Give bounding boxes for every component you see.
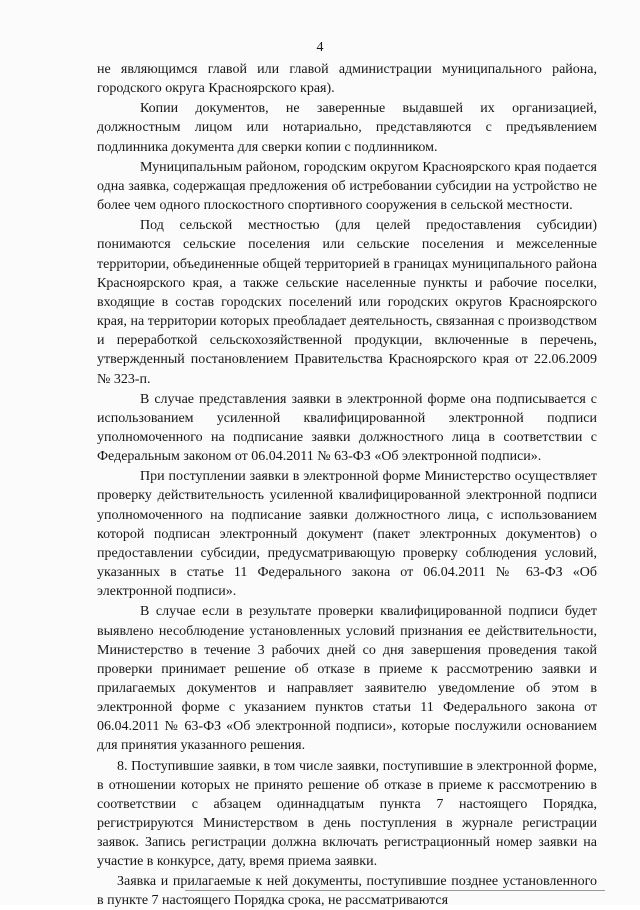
paragraph-verification-failure: В случае если в результате проверки квалифицированной подписи будет выявлено несоблюдение установленных условий признания ее действительности, Министерство в течение 3 рабочих дней со дня завершения проведения такой проверки принимает решение об отказе в приеме к рассмотрению заявки и прилагаемых документов и направляет заявителю уведомление об этом в электронной форме с указанием пунктов статьи 11 Федерального закона от 06.04.2011 № 63-ФЗ «Об электронной подписи», которые послужили основанием для принятия указанного решения. (97, 604, 597, 754)
document-body (97, 60, 597, 910)
paragraph-electronic-application: В случае представления заявки в электронной форме она подписывается с использованием усиленной квалифицированной электронной подписи уполномоченного на подписание заявки должностного лица в соответствии с Федеральным законом от 06.04.2011 № 63-ФЗ «Об электронной подписи». (97, 391, 597, 465)
paragraph-copies-of-documents: Копии документов, не заверенные выдавшей их организацией, должностным лицом или нотариально, представляются с предъявлением подлинника документа для сверки копии с подлинником. (97, 101, 597, 155)
scan-edge-line (185, 890, 605, 891)
page-number: 4 (316, 40, 324, 55)
paragraph-item-8: 8. Поступившие заявки, в том числе заявки, поступившие в электронной форме, в отношении которых не принято решение об отказе в приеме к рассмотрению в соответствии с абзацем одиннадцатым пункта 7 настоящего Порядка, регистрируются Министерством в день поступления в журнале регистрации заявок. Запись регистрации должна включать регистрационный номер заявки на участие в конкурсе, дату, время приема заявки. (97, 758, 597, 870)
paragraph-signature-verification: При поступлении заявки в электронной форме Министерство осуществляет проверку действительность усиленной квалифицированной электронной подписи уполномоченного на подписание заявки должностного лица, с использованием которой подписан электронный документ (пакет электронных документов) о предоставлении субсидии, предусматривающую проверку соблюдения условий, указанных в статье 11 Федерального закона от 06.04.2011 № 63-ФЗ «Об электронной подписи». (97, 469, 597, 600)
paragraph-one-application: Муниципальным районом, городским округом Красноярского края подается одна заявка, содержащая предложения об истребовании субсидии на устройство не более чем одного плоскостного спортивного сооружения в сельской местности. (97, 159, 597, 214)
paragraph-rural-area-definition: Под сельской местностью (для целей предоставления субсидии) понимаются сельские поселения или сельские поселения и межселенные территории, объединенные общей территорией в границах муниципального района Красноярского края, а также сельские населенные пункты и рабочие поселки, входящие в состав городских поселений или городских округов Красноярского края, на территории которых преобладает деятельность, связанная с производством и переработкой сельскохозяйственной продукции, включенные в перечень, утвержденный постановлением Правительства Красноярского края от 22.06.2009 № 323-п. (97, 218, 597, 387)
paragraph-late-applications: Заявка и прилагаемые к ней документы, поступившие позднее установленного в пункте 7 настоящего Порядка срока, не рассматриваются (97, 873, 597, 908)
paragraph-continuation: не являющимся главой или главой администрации муниципального района, городского округа Красноярского края). (97, 62, 597, 97)
